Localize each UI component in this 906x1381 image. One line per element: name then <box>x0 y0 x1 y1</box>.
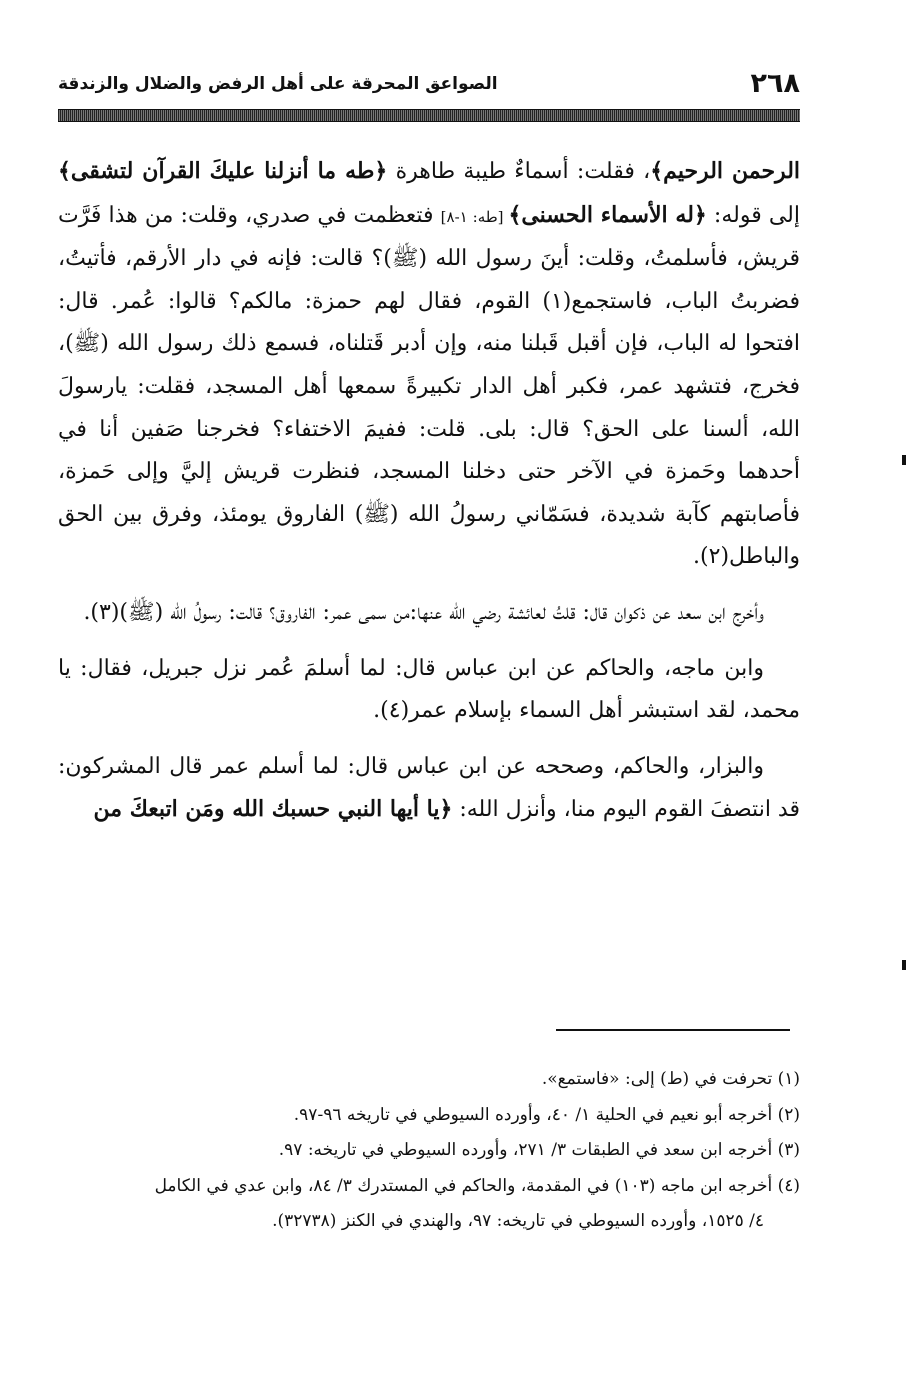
footnote-separator <box>556 1029 790 1031</box>
paragraph-2: وأخرج ابن سعد عن ذكوان قال: قلتُ لعائشة رضي الله عنها:من سمى عمر: الفاروق؟ قالت: رسولُ الله (ﷺ)(٣). <box>83 599 764 625</box>
quran-quote: الرحمن الرحيم﴾ <box>650 158 801 184</box>
running-title: الصواعق المحرقة على أهل الرفض والضلال والزندقة <box>58 74 498 94</box>
footnotes <box>58 1062 800 1240</box>
footnote: (٢) أخرجه أبو نعيم في الحلية ١/ ٤٠، وأورده السيوطي في تاريخه ٩٦-٩٧. <box>293 1104 800 1125</box>
text-run: فتعظمت في صدري، وقلت: من هذا فَرَّت قريش، فأسلمتُ، وقلت: أينَ رسول الله (ﷺ)؟ قالت: فإنه في دار الأرقم، فأتيتُ، فضربتُ الباب، فاستجمع(١) القوم، فقال لهم حمزة: مالكم؟ قالوا: عُمر. قال: افتحوا له الباب، فإن أقبل قَبلنا منه، وإن أدبر قَتلناه، فسمع ذلك رسول الله (ﷺ)، فخرج، فتشهد عمر، فكبر أهل الدار تكبيرةً سمعها أهل المسجد، فقلت: يارسولَ الله، ألسنا على الحق؟ قال: بلى. قلت: ففيمَ الاختفاء؟ فخرجنا صَفين أنا في أحدهما وحَمزة في الآخر حتى دخلنا المسجد، فنظرت قريش إليَّ وإلى حَمزة، فأصابتهم كآبة شديدة، فسَمّاني رسولُ الله (ﷺ) الفاروق يومئذ، وفرق بين الحق والباطل(٢). <box>58 202 800 570</box>
quran-quote: ﴿يا أيها النبي حسبك الله ومَن اتبعكَ من <box>93 796 453 823</box>
footnote-text: (٤) أخرجه ابن ماجه (١٠٣) في المقدمة، والحاكم في المستدرك ٣/ ٨٤، وابن عدي في الكامل <box>154 1175 800 1196</box>
verse-reference: [طه: ١-٨] <box>440 207 509 226</box>
main-text <box>58 150 800 845</box>
footnote-continuation: ٤/ ١٥٢٥، وأورده السيوطي في تاريخه: ٩٧، والهندي في الكنز (٣٢٧٣٨). <box>272 1211 764 1231</box>
page-number: ٢٦٨ <box>750 68 800 99</box>
text-run: إلى قوله: <box>706 202 800 228</box>
margin-mark <box>902 455 906 465</box>
header-rule <box>58 109 800 122</box>
paragraph-4 <box>58 746 800 832</box>
footnote: (٣) أخرجه ابن سعد في الطبقات ٣/ ٢٧١، وأورده السيوطي في تاريخه: ٩٧. <box>278 1140 800 1160</box>
quran-quote: ﴿طه ما أنزلنا عليكَ القرآن لتشقى﴾ <box>58 158 388 184</box>
page-header <box>58 62 800 106</box>
footnote <box>58 1169 800 1240</box>
footnote: (١) تحرفت في (ط) إلى: «فاستمع». <box>541 1069 800 1089</box>
paragraph-1 <box>58 150 800 579</box>
text-run: والبزار، والحاكم، وصححه عن ابن عباس قال: لما أسلم عمر قال المشركون: قد انتصفَ القوم اليوم منا، وأنزل الله: <box>58 753 800 823</box>
paragraph-3: وابن ماجه، والحاكم عن ابن عباس قال: لما أسلمَ عُمر نزل جبريل، فقال: يا محمد، لقد استبشر أهل السماء بإسلام عمر(٤). <box>58 655 800 724</box>
text-run: ، فقلت: أسماءٌ طيبة طاهرة <box>387 159 651 184</box>
margin-mark <box>902 960 906 970</box>
quran-quote: ﴿له الأسماء الحسنى﴾ <box>508 201 707 228</box>
